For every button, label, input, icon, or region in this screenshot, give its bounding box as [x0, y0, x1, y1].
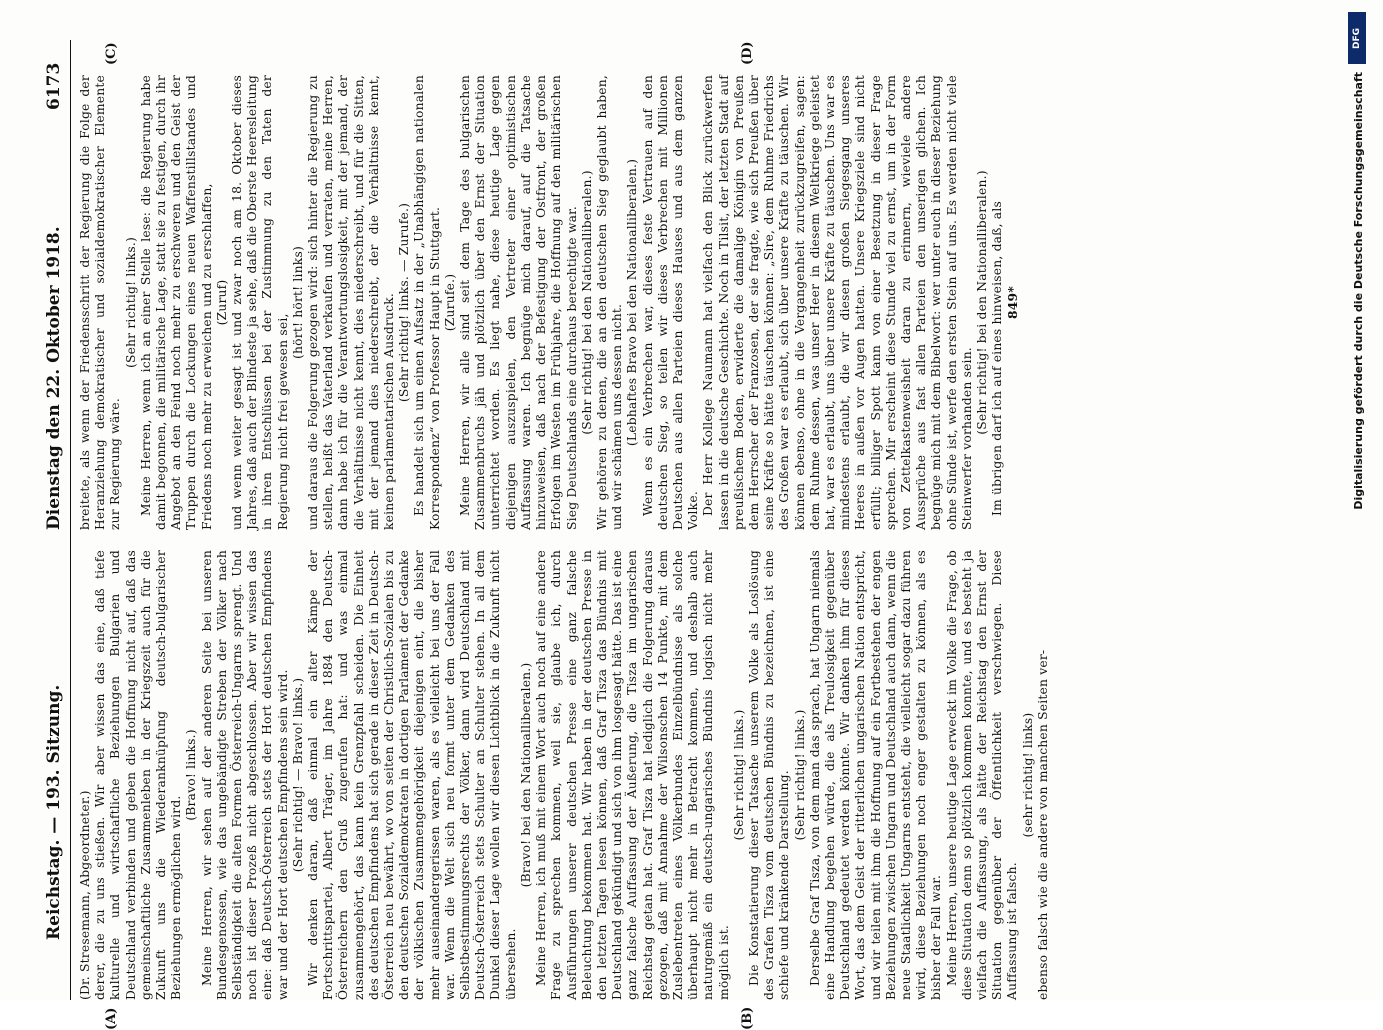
- text-column-left: [78, 550, 1051, 1000]
- paragraph: Meine Herren, ich muß mit einem Wort auch noch auf eine andere Frage zu sprechen kommen, weil sie, glaube ich, durch Ausführungen unserer deutschen Presse eine ganz falsche Beleuchtung bekommen hat. Wir haben in der deutschen Presse in den letzten Tagen lesen können, daß Graf Tisza das Bündnis mit Deutschland gekündigt und sich von ihm losgesagt hätte. Das ist eine ganz falsche Auffassung der Äußerung, die Tisza im ungarischen Reichstag getan hat. Graf Tisza hat lediglich die Folgerung daraus gezogen, daß mit Annahme der Wilsonschen 14 Punkte, mit dem Zuslebentreten eines Völkerbundes Einzelbündnisse als solche überhaupt nicht mehr in Betracht kommen, und deshalb auch naturgemäß ein deutsch-ungarisches Bündnis logisch nicht mehr möglich ist.: [534, 550, 731, 1000]
- interjection: (Sehr richtig! bei den Nationalliberalen.): [579, 170, 594, 435]
- paragraph: Wir denken daran, daß einmal ein alter Kämpe der Fortschrittspartei, Albert Träger, im Jahre 1884 den Deutsch-Österreichern den Gruß zugerufen hat: und was einmal zusammengehört, das kann kein Grenzpfahl scheiden. Die Einheit des deutschen Empfindens hat sich gerade in dieser Zeit in Deutsch-Österreich neu bewährt, wo von seiten der Christlich-Sozialen bis zu den deutschen Sozialdemokraten in dortigen Parlament der Gedanke der völkischen Zusammengehörigkeit diejenigen eint, die bisher mehr auseinandergerissen waren, als es vielleicht bei uns der Fall war. Wenn die Welt sich neu formt unter dem Gedanken des Selbstbestimmungsrechts der Völker, dann wird Deutschland mit Deutsch-Österreich stets Schulter an Schulter stehen. In all dem Dunkel dieser Lage wollen wir diesen Lichtblick in die Zukunft nicht übersehen.: [306, 550, 518, 1000]
- paragraph: und daraus die Folgerung gezogen wird: sich hinter die Regierung zu stellen, heißt das Vaterland verkaufen und verraten, meine Herren, dann habe ich für die Verantwortungslosigkeit, mit der jemand, der die Verhältnisse nicht kennt, dies niederschreibt, und für die Sitten, mit der jemand dies niederschreibt, der die Verhältnisse kennt, keinen parlamentarischen Ausdruck.: [306, 75, 397, 530]
- paragraph: Es handelt sich um einen Aufsatz in der „Unabhängigen nationalen Korrespondenz“ von Professor Haupt in Stuttgart.: [412, 75, 442, 530]
- header-left: Reichstag. — 193. Sitzung.: [44, 684, 64, 940]
- paragraph: breitete, als wenn der Friedensschritt der Regierung die Folge der Heranziehung demokratischer und sozialdemokratischer Elemente zur Regierung wäre.: [78, 75, 123, 530]
- rotated-page-content: [40, 40, 1330, 1030]
- margin-mark-a: (A): [104, 1007, 119, 1030]
- credit-text: Digitalisierung gefördert durch die Deutsche Forschungsgemeinschaft: [1352, 72, 1365, 510]
- interjection: (Bravo! links.): [184, 729, 199, 821]
- paragraph: Die Konstatierung dieser Tatsache unserem Volke als Loslösung des Grafen Tisza vom deutschen Bündnis zu bezeichnen, ist eine schiefe und kränkende Darstellung.: [746, 550, 792, 1000]
- interjection: (Lebhaftes Bravo bei den Nationalliberalen.): [625, 158, 640, 447]
- margin-mark-c: (C): [104, 42, 119, 65]
- paragraph: Im übrigen darf ich auf eines hinweisen, daß, als: [990, 201, 1005, 516]
- paragraph: Derselbe Graf Tisza, von dem man das sprach, hat Ungarn niemals eine Handlung begehen würde, die als Treulosigkeit gegenüber Deutschland gedeutet werden könnte. Wir danken ihm für dieses Wort, das dem Geist der ritterlichen ungarischen Nation entspricht, und wir teilen mit ihm die Hoffnung auf ein Fortbestehen der engen Beziehungen zwischen Ungarn und Deutschland auch dann, wenn die neue Staatlichkeit Ungarns entsteht, die vielleicht sogar dazu führen wird, diese Beziehungen noch enger gestalten zu können, als es bisher der Fall war.: [807, 550, 944, 1000]
- speaker-line: (Dr. Stresemann, Abgeordneter.): [78, 790, 92, 1000]
- interjection: (hört! hört! links): [290, 246, 305, 359]
- paragraph: Meine Herren, wir alle sind seit dem Tage des bulgarischen Zusammenbruchs jäh und plötzlich über den Ernst der Situation unterrichtet worden. Es liegt nahe, diese heutige Lage gegen diejenigen auszuspielen, den Vertreter einer optimistischen Auffassung waren. Ich begnüge mich darauf, auf die Tatsache hinzuweisen, daß nach der Befestigung der Ostfront, der großen Erfolgen im Westen im Frühjahre, die Hoffnung auf den militärischen Sieg Deutschlands eine durchaus berechtigte war.: [458, 75, 579, 530]
- interjection: (Sehr richtig! links.): [731, 709, 746, 841]
- paragraph: Der Herr Kollege Naumann hat vielfach den Blick zurückwerfen lassen in die deutsche Geschichte. Noch in Tilsit, der letzten Stadt auf preußischem Boden, erwiderte die damalige Königin von Preußen dem Herrscher der Franzosen, der sie fragte, wie sich Preußen über seine Kräfte so hätte täuschen können: „Sire, dem Ruhme Friedrichs des Großen war es erlaubt, sich über unsere Kräfte zu täuschen. Wir können ebenso, ohne in die Vergangenheit zurückzugreifen, sagen: dem Ruhme dessen, was unser Heer in diesem Weltkriege geleistet hat, war es erlaubt, uns über unsere Kräfte zu täuschen. Uns war es mindestens erlaubt, die wir diesen großen Siegesgang unseres Heeres in außen vor Augen hatten. Unsere Kriegsziele sind nicht erfüllt; billiger Spott kann von einer Besetzung in dieser Frage sprechen. Mir erscheint diese Stunde viel zu ernst, um in der Form von Zettelkastenweisheit daran zu erinnern, wieviele andere Aussprüche aus fast allen Parteien den unserigen glichen. Ich begnüge mich mit dem Bibelwort: wer unter euch in dieser Beziehung ohne Sünde ist, werfe den ersten Stein auf uns. Es werden nicht viele Steinwerfer vorhanden sein.: [701, 75, 974, 530]
- paragraph: Meine Herren, wir sehen auf der anderen Seite bei unseren Bundesgenossen, wie das ungebändigte Streben der Völker nach Selbständigkeit die alten Formen Österreich-Ungarns sprengt. Und noch ist dieser Prozeß nicht abgeschlossen. Aber wir wissen das eine: daß Deutsch-Österreich stets der Hort deutschen Empfindens war und der Hort deutschen Empfindens sein wird.: [199, 550, 290, 1000]
- paragraph: Meine Herren, unsere heutige Lage erweckt im Volke die Frage, ob diese Situation denn so plötzlich kommen konnte, und es besteht ja vielfach die Auffassung, als hätte der Reichstag den Ernst der Situation gegenüber der Öffentlichkeit verschwiegen. Diese Auffassung ist falsch.: [944, 550, 1020, 1000]
- dfg-logo: DFG: [1348, 12, 1366, 64]
- paragraph: und wenn weiter gesagt ist und zwar noch am 18. Oktober dieses Jahres, daß auch der Blindeste ja sehe, daß die Oberste Heeresleitung in ihren Entschlüssen bei der Zustimmung zu den Taten der Regierung nicht frei gewesen sei,: [230, 75, 290, 530]
- running-header: [40, 40, 71, 1000]
- paragraph: Wenn es ein Verbrechen war, dieses feste Vertrauen auf den deutschen Sieg, so teilen wir dieses Verbrechen mit Millionen Deutschen aus allen Parteien dieses Hauses und aus dem ganzen Volke.: [640, 75, 701, 530]
- page-number: 6173: [44, 62, 64, 110]
- digitization-credit: [1346, 12, 1376, 612]
- paragraph: Wir gehören zu denen, die an den deutschen Sieg geglaubt haben, und wir schämen uns dessen nicht.: [594, 75, 625, 530]
- interjection: (Sehr richtig! — Bravo! links.): [290, 677, 305, 873]
- margin-mark-d: (D): [740, 41, 755, 65]
- header-center: Dienstag den 22. Oktober 1918.: [44, 226, 64, 530]
- interjection: (Sehr richtig! links.): [123, 236, 138, 369]
- footer-number: 849*: [1005, 286, 1021, 319]
- interjection: (sehr richtig! links): [1020, 712, 1035, 838]
- interjection: (Zuruf): [214, 279, 229, 326]
- text-column-right: [78, 75, 1021, 530]
- interjection: (Zurufe.): [442, 273, 457, 332]
- interjection: (Bravo! bei den Nationalliberalen.): [518, 662, 533, 888]
- paragraph: Meine Herren, wenn ich an einer Stelle lese: die Regierung habe damit begonnen, die militärische Lage, statt sie zu festigen, durch ihr Angebot an den Feind noch mehr zu erschweren und den Geist der Truppen durch die Lockungen eines neuen Waffenstillstandes und Friedens noch mehr zu erweichen und zu erschlaffen,: [138, 75, 214, 530]
- interjection: (Sehr richtig! bei den Nationalliberalen.): [974, 170, 989, 435]
- interjection: (Sehr richtig! links.): [792, 709, 807, 841]
- paragraph: ebenso falsch wie die andere von manchen Seiten ver-: [1035, 649, 1050, 1000]
- paragraph: derer, die zu uns stießen. Wir aber wissen das eine, daß tiefe kulturelle und wirtschaftliche Beziehungen Bulgarien und Deutschland verbinden und geben die Hoffnung nicht auf, daß das gemeinschaftliche Zusammenleben in der Kriegszeit auch für die Zukunft uns die Wiederanknüpfung deutsch-bulgarischer Beziehungen ermöglichen wird.: [93, 550, 184, 1000]
- margin-mark-b: (B): [740, 1006, 755, 1030]
- interjection: (Sehr richtig! links. — Zurufe.): [397, 202, 412, 403]
